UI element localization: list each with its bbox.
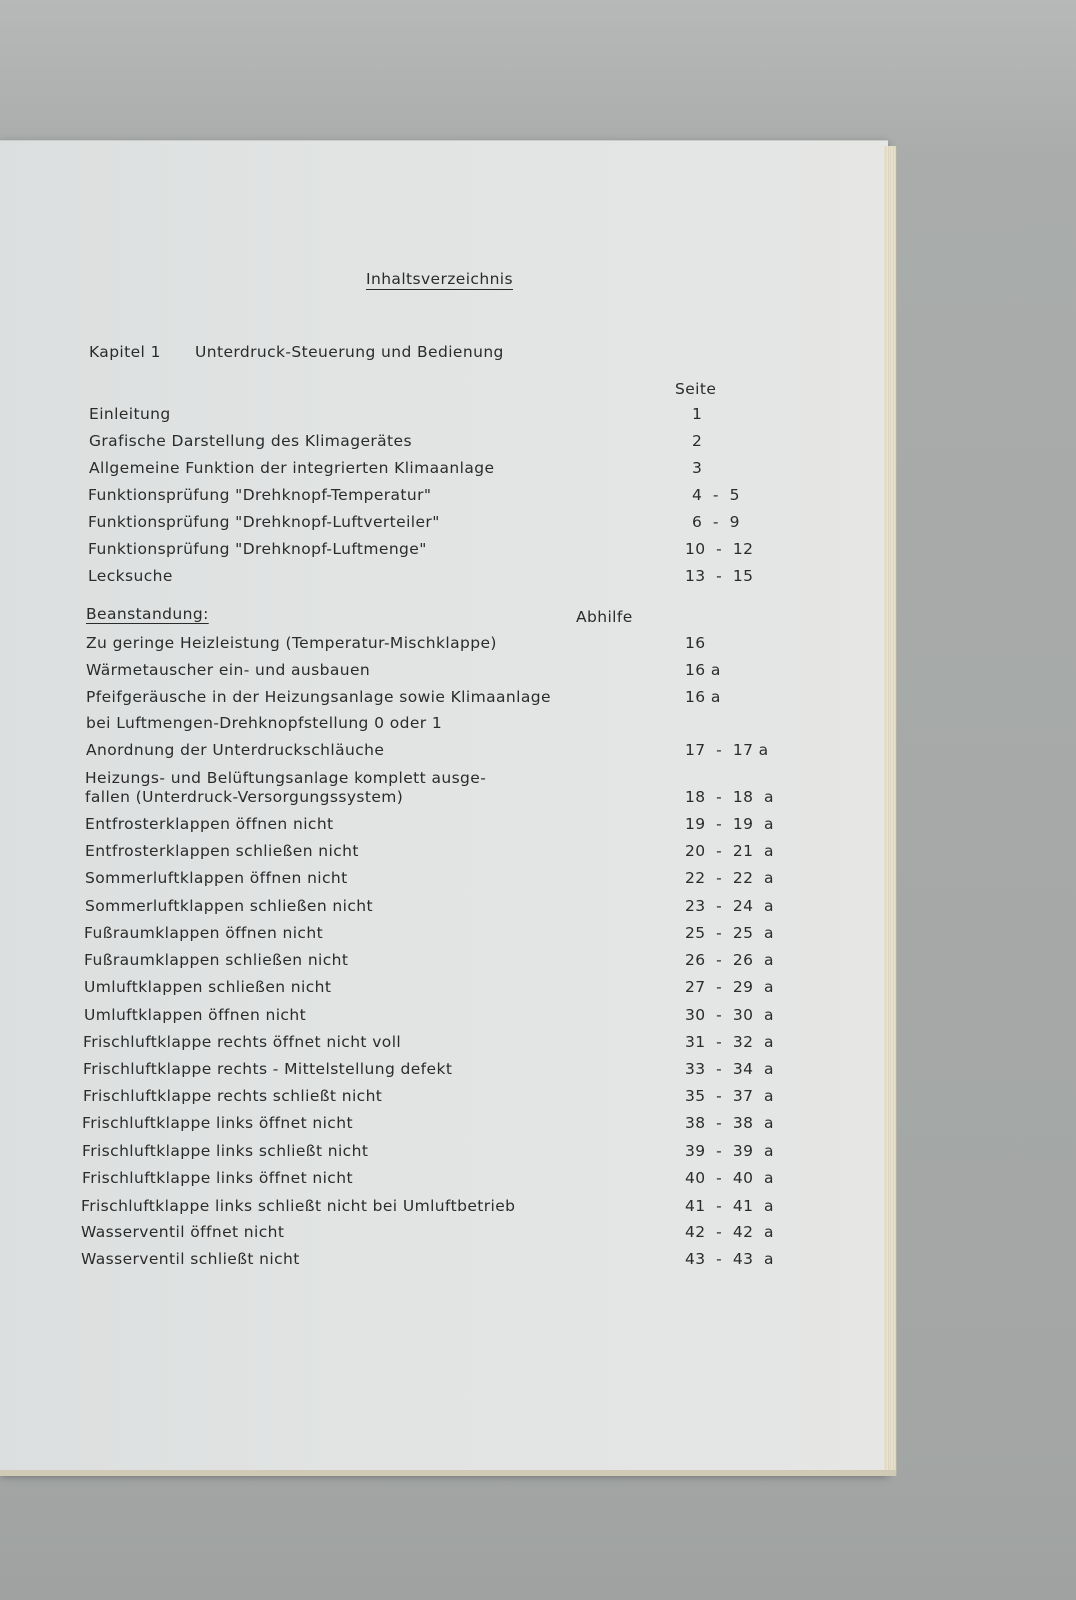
toc-entry-page: 17 - 17 a xyxy=(685,741,769,759)
toc-entry-page: 42 - 42 a xyxy=(685,1223,774,1241)
toc-entry-label: Einleitung xyxy=(89,405,171,423)
toc-entry-label: Sommerluftklappen schließen nicht xyxy=(85,897,373,915)
toc-entry-page: 39 - 39 a xyxy=(685,1142,774,1160)
toc-entry-page: 27 - 29 a xyxy=(685,978,774,996)
toc-entry-page: 2 xyxy=(692,432,703,450)
toc-entry-page: 35 - 37 a xyxy=(685,1087,774,1105)
toc-entry-label: Lecksuche xyxy=(88,567,173,585)
seite-column-header: Seite xyxy=(675,380,717,398)
toc-entry-page: 20 - 21 a xyxy=(685,842,774,860)
toc-entry-label: Frischluftklappe links schließt nicht bei Umluftbetrieb xyxy=(81,1197,516,1215)
toc-entry-page: 16 xyxy=(685,634,706,652)
toc-entry-page: 16 a xyxy=(685,661,721,679)
toc-entry-label: Allgemeine Funktion der integrierten Klimaanlage xyxy=(89,459,495,477)
toc-entry-label: Anordnung der Unterdruckschläuche xyxy=(86,741,385,759)
toc-entry-label: Grafische Darstellung des Klimagerätes xyxy=(89,432,412,450)
toc-entry-label: Heizungs- und Belüftungsanlage komplett ausge- xyxy=(85,769,487,787)
toc-entry-page: 38 - 38 a xyxy=(685,1114,774,1132)
toc-entry-label: Funktionsprüfung "Drehknopf-Temperatur" xyxy=(88,486,432,504)
toc-entry-label: Wasserventil öffnet nicht xyxy=(81,1223,285,1241)
toc-entry-label: Funktionsprüfung "Drehknopf-Luftverteiler" xyxy=(88,513,440,531)
toc-entry-label: bei Luftmengen-Drehknopfstellung 0 oder 1 xyxy=(86,714,443,732)
toc-entry-label: Zu geringe Heizleistung (Temperatur-Mischklappe) xyxy=(86,634,497,652)
chapter-number: Kapitel 1 xyxy=(89,343,161,361)
page-stack-edge xyxy=(884,146,897,1476)
toc-entry-page: 4 - 5 xyxy=(692,486,740,504)
toc-entry-page: 25 - 25 a xyxy=(685,924,774,942)
toc-entry-page: 22 - 22 a xyxy=(685,869,774,887)
document-page xyxy=(0,140,888,1473)
toc-entry-label: Funktionsprüfung "Drehknopf-Luftmenge" xyxy=(88,540,427,558)
toc-entry-label: Frischluftklappe rechts öffnet nicht voll xyxy=(83,1033,402,1051)
toc-entry-label: Frischluftklappe links öffnet nicht xyxy=(82,1114,353,1132)
toc-entry-page: 40 - 40 a xyxy=(685,1169,774,1187)
beanstandung-heading: Beanstandung: xyxy=(86,605,209,623)
toc-entry-label: Pfeifgeräusche in der Heizungsanlage sowie Klimaanlage xyxy=(86,688,551,706)
toc-entry-label: fallen (Unterdruck-Versorgungssystem) xyxy=(85,788,404,806)
toc-entry-label: Frischluftklappe rechts schließt nicht xyxy=(83,1087,383,1105)
toc-entry-page: 41 - 41 a xyxy=(685,1197,774,1215)
page-stack-bottom xyxy=(0,1470,896,1476)
toc-entry-label: Umluftklappen öffnen nicht xyxy=(84,1006,307,1024)
toc-entry-page: 33 - 34 a xyxy=(685,1060,774,1078)
toc-entry-page: 31 - 32 a xyxy=(685,1033,774,1051)
toc-entry-page: 30 - 30 a xyxy=(685,1006,774,1024)
toc-entry-page: 10 - 12 xyxy=(685,540,754,558)
toc-entry-label: Fußraumklappen schließen nicht xyxy=(84,951,349,969)
toc-title: Inhaltsverzeichnis xyxy=(366,270,513,288)
toc-entry-page: 16 a xyxy=(685,688,721,706)
toc-entry-page: 1 xyxy=(692,405,703,423)
toc-entry-page: 18 - 18 a xyxy=(685,788,774,806)
toc-entry-label: Fußraumklappen öffnen nicht xyxy=(84,924,324,942)
toc-entry-label: Frischluftklappe links schließt nicht xyxy=(82,1142,369,1160)
toc-entry-label: Umluftklappen schließen nicht xyxy=(84,978,332,996)
toc-entry-page: 6 - 9 xyxy=(692,513,740,531)
chapter-title: Unterdruck-Steuerung und Bedienung xyxy=(195,343,504,361)
toc-entry-label: Entfrosterklappen öffnen nicht xyxy=(85,815,334,833)
toc-entry-label: Wasserventil schließt nicht xyxy=(81,1250,300,1268)
toc-entry-label: Frischluftklappe rechts - Mittelstellung defekt xyxy=(83,1060,453,1078)
toc-entry-label: Entfrosterklappen schließen nicht xyxy=(85,842,359,860)
toc-entry-page: 23 - 24 a xyxy=(685,897,774,915)
toc-entry-label: Frischluftklappe links öffnet nicht xyxy=(82,1169,353,1187)
toc-entry-label: Sommerluftklappen öffnen nicht xyxy=(85,869,348,887)
toc-entry-page: 13 - 15 xyxy=(685,567,754,585)
toc-entry-page: 43 - 43 a xyxy=(685,1250,774,1268)
abhilfe-column-header: Abhilfe xyxy=(576,608,633,626)
toc-entry-page: 3 xyxy=(692,459,703,477)
toc-entry-page: 26 - 26 a xyxy=(685,951,774,969)
toc-entry-page: 19 - 19 a xyxy=(685,815,774,833)
toc-entry-label: Wärmetauscher ein- und ausbauen xyxy=(86,661,371,679)
